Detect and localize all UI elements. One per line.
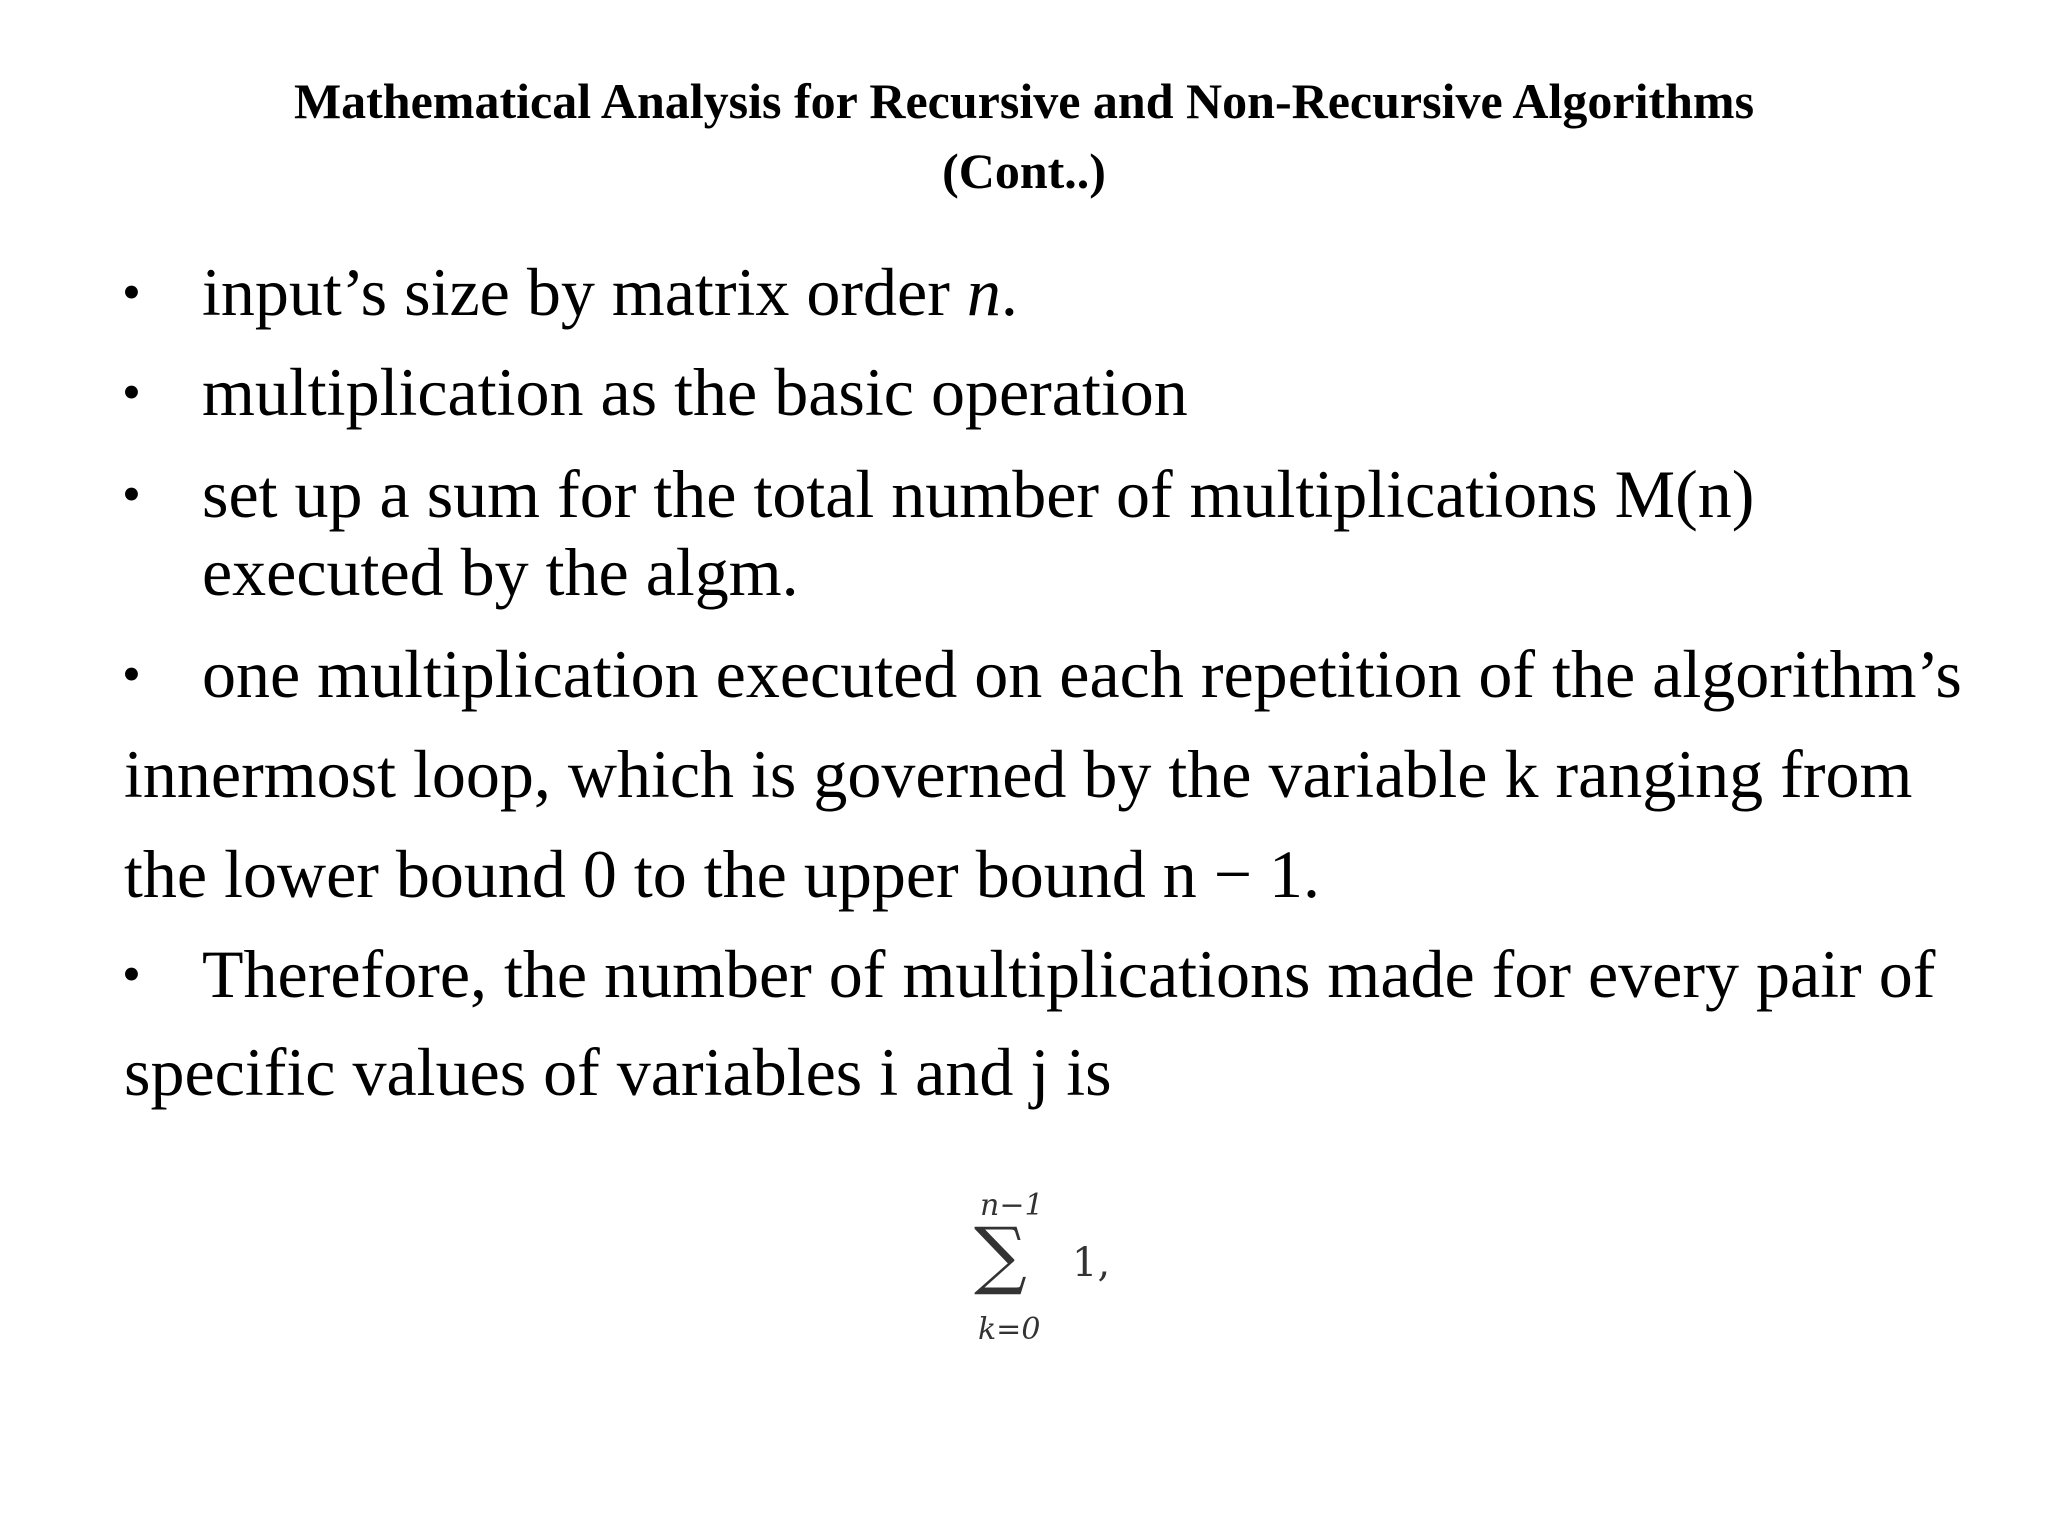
bullet-text: set up a sum for the total number of multiplications M(n) — [202, 456, 1755, 532]
bullet-dot: • — [122, 464, 141, 524]
bullet-dot: • — [122, 362, 141, 422]
bullet-item-4-continuation-1: innermost loop, which is governed by the variable k ranging from — [124, 736, 1913, 812]
bullet-text: one multiplication executed on each repetition of the algorithm’s — [202, 636, 1962, 712]
slide-title — [0, 66, 2048, 206]
formula-lower-limit: k=0 — [978, 1312, 1041, 1347]
sigma-symbol: ∑ — [974, 1212, 1027, 1298]
bullet-item-5-continuation: specific values of variables i and j is — [124, 1034, 1112, 1110]
bullet-text: input’s size by matrix order n. — [202, 254, 1018, 330]
bullet-text: Therefore, the number of multiplications made for every pair of — [202, 936, 1936, 1012]
bullet-dot: • — [122, 644, 141, 704]
formula-term: 1, — [1072, 1240, 1111, 1286]
slide-title-line-2: (Cont..) — [942, 143, 1106, 199]
formula-upper-limit: n−1 — [980, 1188, 1044, 1223]
bullet-text: multiplication as the basic operation — [202, 354, 1188, 430]
bullet-dot: • — [122, 944, 141, 1004]
bullet-item-4-continuation-2: the lower bound 0 to the upper bound n − 1. — [124, 836, 1321, 912]
bullet-dot: • — [122, 262, 141, 322]
slide-title-line-1: Mathematical Analysis for Recursive and Non-Recursive Algorithms — [293, 73, 1755, 129]
summation-formula — [968, 1188, 1148, 1358]
bullet-text: executed by the algm. — [202, 534, 799, 610]
